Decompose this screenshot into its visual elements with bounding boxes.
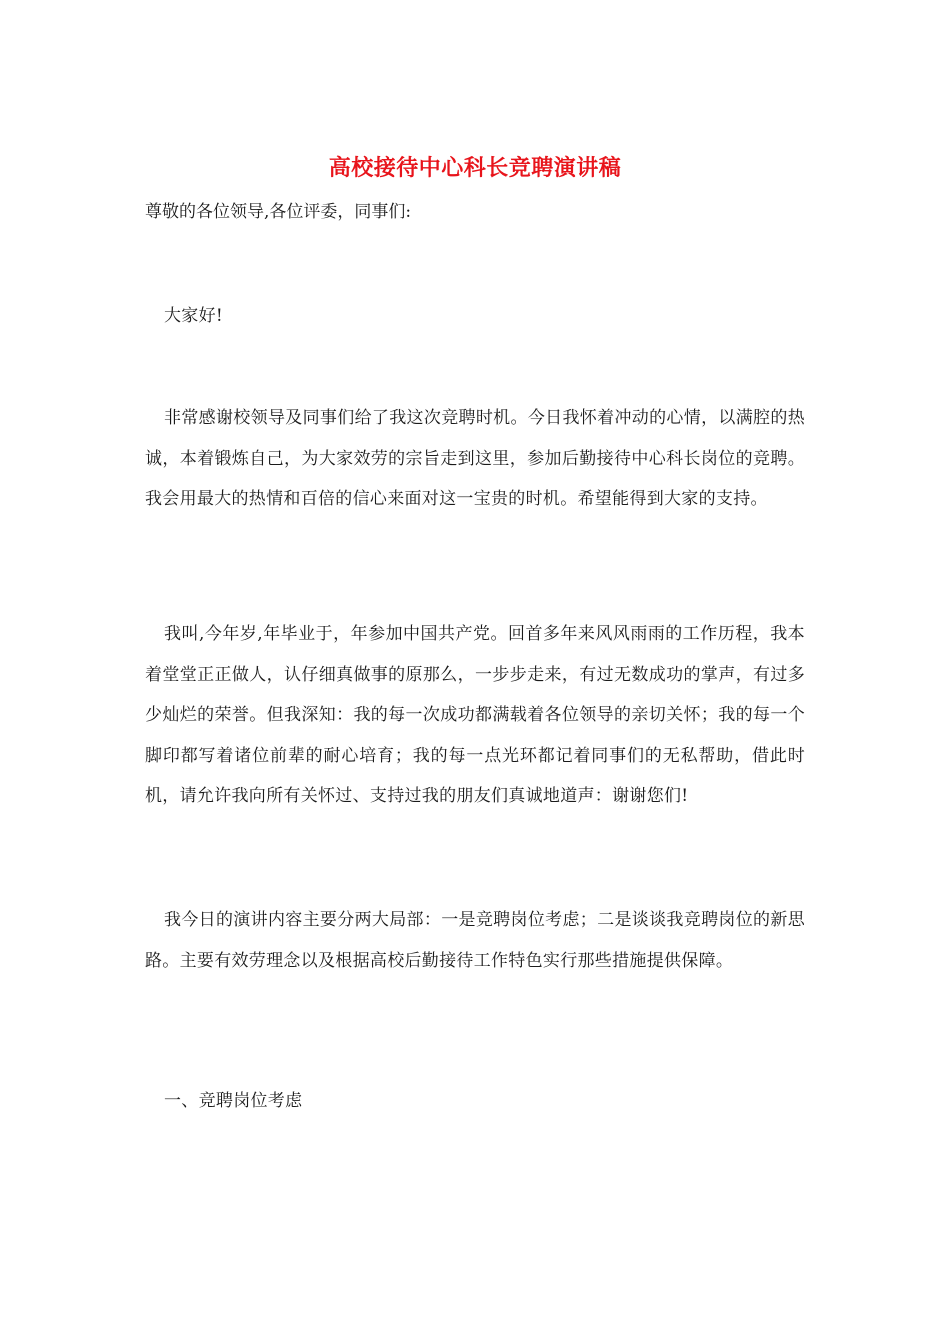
section-heading: 一、竞聘岗位考虑 <box>164 1091 303 1111</box>
salutation: 尊敬的各位领导,各位评委，同事们: <box>145 202 412 222</box>
paragraph-greeting: 大家好! <box>164 306 224 326</box>
document-title: 高校接待中心科长竞聘演讲稿 <box>328 155 622 181</box>
paragraph-introduction: 我叫,今年岁,年毕业于，年参加中国共产党。回首多年来风风雨雨的工作历程，我本着堂堂正正做人，认仔细真做事的原那么，一步步走来，有过无数成功的掌声，有过多少灿烂的荣誉。但我深知：我的每一次成功都满载着各位领导的亲切关怀；我的每一个脚印都写着诸位前辈的耐心培育；我的每一点光环都记着同事们的无私帮助，借此时机，请允许我向所有关怀过、支持过我的朋友们真诚地道声：谢谢您们! <box>145 624 805 806</box>
paragraph-outline: 我今日的演讲内容主要分两大局部：一是竞聘岗位考虑；二是谈谈我竞聘岗位的新思路。主要有效劳理念以及根据高校后勤接待工作特色实行那些措施提供保障。 <box>145 910 805 971</box>
paragraph-thanks: 非常感谢校领导及同事们给了我这次竞聘时机。今日我怀着冲动的心情，以满腔的热诚，本着锻炼自己，为大家效劳的宗旨走到这里，参加后勤接待中心科长岗位的竞聘。我会用最大的热情和百倍的信心来面对这一宝贵的时机。希望能得到大家的支持。 <box>145 408 805 509</box>
